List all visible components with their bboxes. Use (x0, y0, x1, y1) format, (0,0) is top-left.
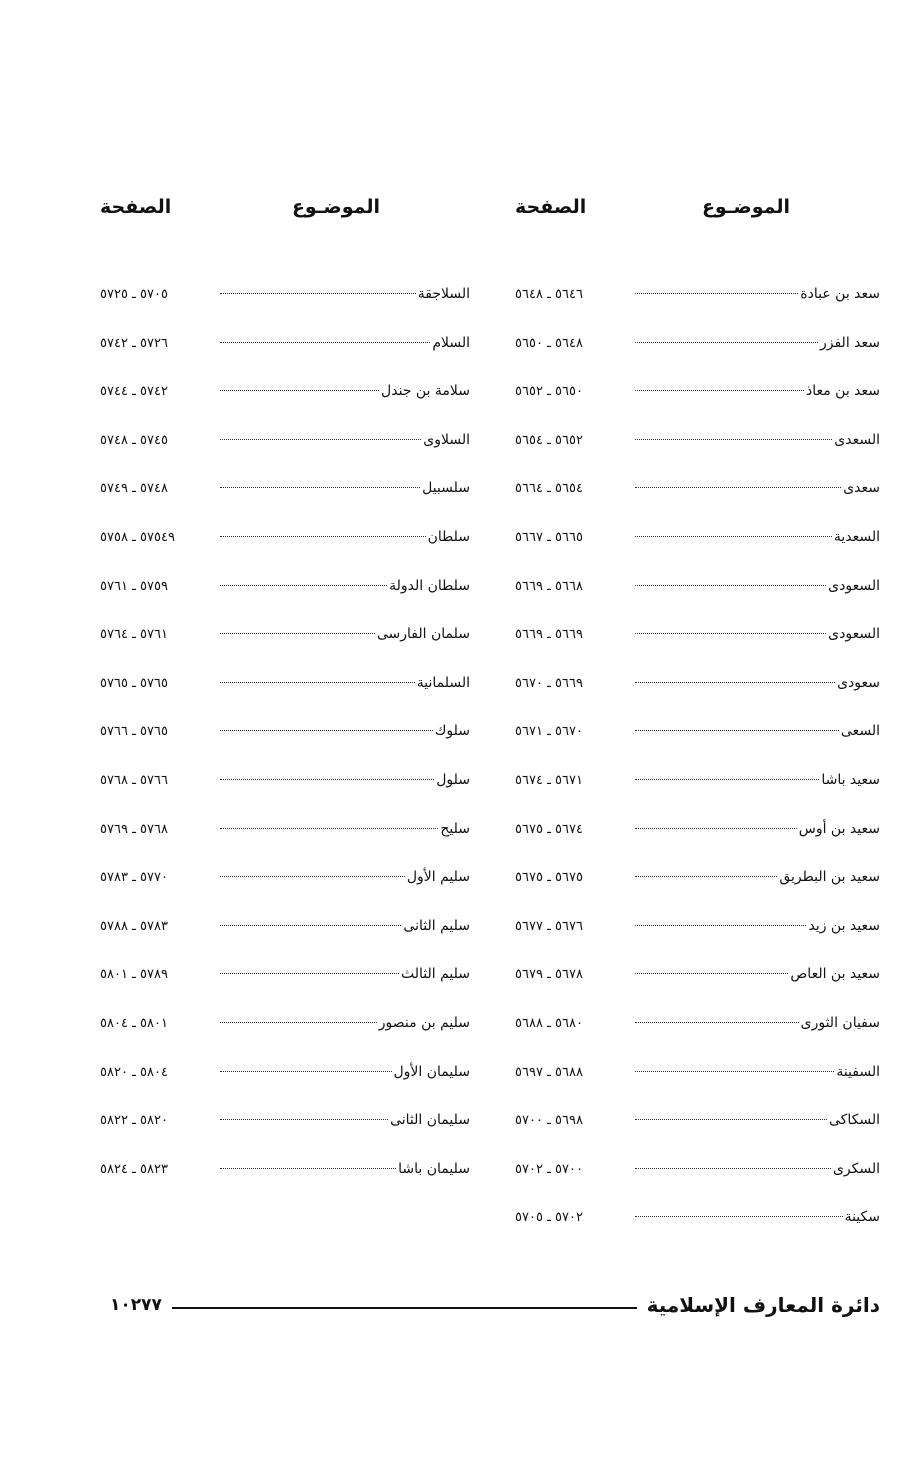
entry-list (515, 286, 880, 1258)
dot-leader (635, 876, 777, 877)
dot-leader (635, 390, 804, 391)
index-entry (100, 1112, 470, 1161)
dot-leader (220, 925, 401, 926)
index-entry (100, 869, 470, 918)
entry-pages: ٥٦٩٨ ـ ٥٧٠٠ (515, 1113, 583, 1129)
entry-pages: ٥٨٢٠ ـ ٥٨٢٢ (100, 1113, 168, 1129)
entry-topic: سعد بن معاذ (805, 383, 880, 400)
entry-pages: ٥٦٧١ ـ ٥٦٧٤ (515, 772, 583, 788)
dot-leader (635, 487, 841, 488)
entry-list (100, 286, 470, 1209)
index-entry (100, 383, 470, 432)
index-entry (515, 675, 880, 724)
entry-pages: ٥٧٦٦ ـ ٥٧٦٨ (100, 772, 168, 788)
entry-pages: ٥٨٢٣ ـ ٥٨٢٤ (100, 1161, 168, 1177)
entry-pages: ٥٧٧٠ ـ ٥٧٨٣ (100, 870, 168, 886)
index-entry (515, 1015, 880, 1064)
dot-leader (220, 828, 438, 829)
dot-leader (635, 682, 835, 683)
dot-leader (220, 585, 387, 586)
dot-leader (635, 585, 826, 586)
dot-leader (635, 536, 832, 537)
dot-leader (635, 779, 819, 780)
entry-topic: سعودى (837, 674, 880, 691)
entry-pages: ٥٧٨٣ ـ ٥٧٨٨ (100, 918, 168, 934)
column-header (100, 196, 470, 236)
dot-leader (635, 973, 788, 974)
entry-topic: سلطان الدولة (389, 577, 470, 594)
dot-leader (220, 876, 405, 877)
entry-pages: ٥٧٠٠ ـ ٥٧٠٢ (515, 1161, 583, 1177)
entry-topic: سكينة (844, 1209, 880, 1226)
entry-pages: ٥٦٥٠ ـ ٥٦٥٢ (515, 384, 583, 400)
entry-pages: ٥٧٠٥ ـ ٥٧٢٥ (100, 287, 168, 302)
index-entry (515, 432, 880, 481)
index-entry (100, 918, 470, 967)
index-entry (100, 432, 470, 481)
dot-leader (635, 1071, 834, 1072)
entry-pages: ٥٦٦٩ ـ ٥٦٦٩ (515, 627, 583, 643)
entry-topic: سعدى (843, 480, 880, 497)
entry-pages: ٥٧٦٥ ـ ٥٧٦٦ (100, 724, 168, 740)
index-entry (515, 869, 880, 918)
index-entry (100, 480, 470, 529)
index-column-left (100, 196, 470, 1177)
index-entry (100, 723, 470, 772)
entry-topic: سعيد باشا (821, 771, 880, 788)
dot-leader (220, 1022, 377, 1023)
index-entry (100, 821, 470, 870)
index-entry (515, 480, 880, 529)
entry-topic: سليح (440, 820, 470, 837)
entry-pages: ٥٧٥٩ ـ ٥٧٦١ (100, 578, 168, 594)
footer-rule (172, 1307, 637, 1309)
entry-pages: ٥٧٦٨ ـ ٥٧٦٩ (100, 821, 168, 837)
index-entry (515, 1064, 880, 1113)
entry-pages: ٥٨٠١ ـ ٥٨٠٤ (100, 1015, 168, 1031)
page-header: الصفحة (515, 196, 587, 218)
entry-pages: ٥٦٥٢ ـ ٥٦٥٤ (515, 432, 583, 448)
index-entry (515, 529, 880, 578)
dot-leader (220, 779, 434, 780)
entry-pages: ٥٦٧٥ ـ ٥٦٧٥ (515, 870, 583, 886)
entry-topic: السعى (840, 723, 880, 740)
index-entry (515, 578, 880, 627)
page-header: الصفحة (100, 196, 172, 218)
index-entry (100, 772, 470, 821)
dot-leader (220, 1071, 392, 1072)
index-entry (100, 675, 470, 724)
dot-leader (635, 1022, 799, 1023)
entry-pages: ٥٦٧٨ ـ ٥٦٧٩ (515, 967, 583, 983)
entry-topic: سعد بن عبادة (800, 286, 880, 302)
entry-topic: السفينة (836, 1063, 880, 1080)
dot-leader (635, 342, 818, 343)
entry-pages: ٥٦٧٠ ـ ٥٦٧١ (515, 724, 583, 740)
index-entry (100, 1161, 470, 1210)
entry-topic: سليم الأول (406, 869, 470, 886)
index-entry (515, 821, 880, 870)
journal-title: دائرة المعارف الإسلامية (646, 1293, 880, 1317)
entry-topic: سلطان (427, 528, 470, 545)
entry-pages: ٥٧٠٢ ـ ٥٧٠٥ (515, 1210, 583, 1226)
entry-topic: سعيد بن زيد (808, 917, 880, 934)
entry-pages: ٥٦٦٩ ـ ٥٦٧٠ (515, 675, 583, 691)
index-entry (515, 772, 880, 821)
entry-topic: السعدية (833, 528, 880, 545)
entry-pages: ٥٧٢٦ ـ ٥٧٤٢ (100, 335, 168, 351)
dot-leader (220, 293, 416, 294)
entry-topic: السلام (432, 334, 470, 351)
entry-topic: سلوك (434, 723, 470, 740)
index-entry (515, 383, 880, 432)
dot-leader (220, 1168, 396, 1169)
entry-topic: سعيد بن أوس (798, 820, 880, 837)
index-entry (515, 918, 880, 967)
entry-topic: السلاوى (423, 431, 470, 448)
entry-pages: ٥٦٧٤ ـ ٥٦٧٥ (515, 821, 583, 837)
index-entry (515, 966, 880, 1015)
index-entry (100, 529, 470, 578)
entry-pages: ٥٧٤٥ ـ ٥٧٤٨ (100, 432, 168, 448)
index-entry (515, 286, 880, 335)
entry-topic: سعيد بن العاص (790, 966, 880, 983)
dot-leader (635, 439, 832, 440)
dot-leader (220, 1119, 388, 1120)
entry-pages: ٥٧٦٥ ـ ٥٧٦٥ (100, 675, 168, 691)
entry-topic: سليمان الأول (393, 1063, 470, 1080)
page-footer (110, 1293, 880, 1317)
entry-topic: سفيان الثورى (800, 1014, 880, 1031)
entry-topic: سليمان الثانى (390, 1112, 470, 1129)
entry-topic: السعودى (828, 626, 880, 643)
index-entry (515, 1209, 880, 1258)
entry-topic: السعودى (828, 577, 880, 594)
index-entry (100, 335, 470, 384)
entry-topic: سليم بن منصور (378, 1014, 470, 1031)
entry-topic: سلامة بن جندل (381, 383, 470, 400)
entry-topic: سعيد بن البطريق (779, 869, 880, 886)
dot-leader (635, 730, 839, 731)
index-entry (515, 626, 880, 675)
dot-leader (220, 487, 420, 488)
entry-topic: سلمان الفارسى (376, 626, 470, 643)
entry-pages: ٥٦٥٤ ـ ٥٦٦٤ (515, 481, 583, 497)
dot-leader (635, 1119, 827, 1120)
entry-pages: ٥٧٤٨ ـ ٥٧٤٩ (100, 481, 168, 497)
index-entry (100, 286, 470, 335)
entry-pages: ٥٦٦٥ ـ ٥٦٦٧ (515, 529, 583, 545)
index-entry (515, 723, 880, 772)
dot-leader (635, 1168, 831, 1169)
dot-leader (635, 293, 798, 294)
dot-leader (220, 439, 421, 440)
index-entry (100, 626, 470, 675)
index-entry (100, 966, 470, 1015)
index-entry (100, 578, 470, 627)
entry-topic: السلمانية (416, 674, 470, 691)
entry-topic: سليمان باشا (398, 1160, 470, 1177)
dot-leader (220, 682, 415, 683)
dot-leader (635, 633, 826, 634)
entry-pages: ٥٨٠٤ ـ ٥٨٢٠ (100, 1064, 168, 1080)
index-entry (515, 1161, 880, 1210)
entry-pages: ٥٧٦١ ـ ٥٧٦٤ (100, 627, 168, 643)
dot-leader (220, 342, 430, 343)
index-entry (515, 335, 880, 384)
entry-topic: سليم الثانى (403, 917, 470, 934)
entry-topic: السعدى (834, 431, 880, 448)
entry-pages: ٥٧٥٤٩ ـ ٥٧٥٨ (100, 529, 175, 545)
entry-pages: ٥٦٤٨ ـ ٥٦٥٠ (515, 335, 583, 351)
dot-leader (220, 973, 399, 974)
index-column-right (515, 196, 880, 1226)
dot-leader (635, 828, 797, 829)
entry-pages: ٥٦٨٨ ـ ٥٦٩٧ (515, 1064, 583, 1080)
column-header (515, 196, 880, 236)
entry-pages: ٥٧٤٢ ـ ٥٧٤٤ (100, 384, 168, 400)
entry-topic: سليم الثالث (400, 966, 470, 983)
entry-pages: ٥٦٤٦ ـ ٥٦٤٨ (515, 287, 583, 302)
dot-leader (220, 633, 375, 634)
entry-topic: سلسبيل (422, 480, 470, 497)
index-entry (515, 1112, 880, 1161)
dot-leader (220, 730, 433, 731)
entry-pages: ٥٦٦٨ ـ ٥٦٦٩ (515, 578, 583, 594)
entry-topic: السلاجقة (417, 286, 470, 302)
index-entry (100, 1015, 470, 1064)
entry-pages: ٥٦٧٦ ـ ٥٦٧٧ (515, 918, 583, 934)
entry-topic: السكاكى (829, 1112, 880, 1129)
dot-leader (220, 536, 426, 537)
entry-pages: ٥٧٨٩ ـ ٥٨٠١ (100, 967, 168, 983)
index-entry (100, 1064, 470, 1113)
dot-leader (220, 390, 379, 391)
topic-header: الموضـوع (291, 196, 380, 218)
dot-leader (635, 1216, 843, 1217)
topic-header: الموضـوع (701, 196, 790, 218)
dot-leader (635, 925, 806, 926)
entry-topic: السكرى (832, 1160, 880, 1177)
entry-topic: سلول (436, 771, 470, 788)
entry-pages: ٥٦٨٠ ـ ٥٦٨٨ (515, 1015, 583, 1031)
entry-topic: سعد الفزر (819, 334, 880, 351)
page-number: ١٠٢٧٧ (110, 1295, 162, 1315)
